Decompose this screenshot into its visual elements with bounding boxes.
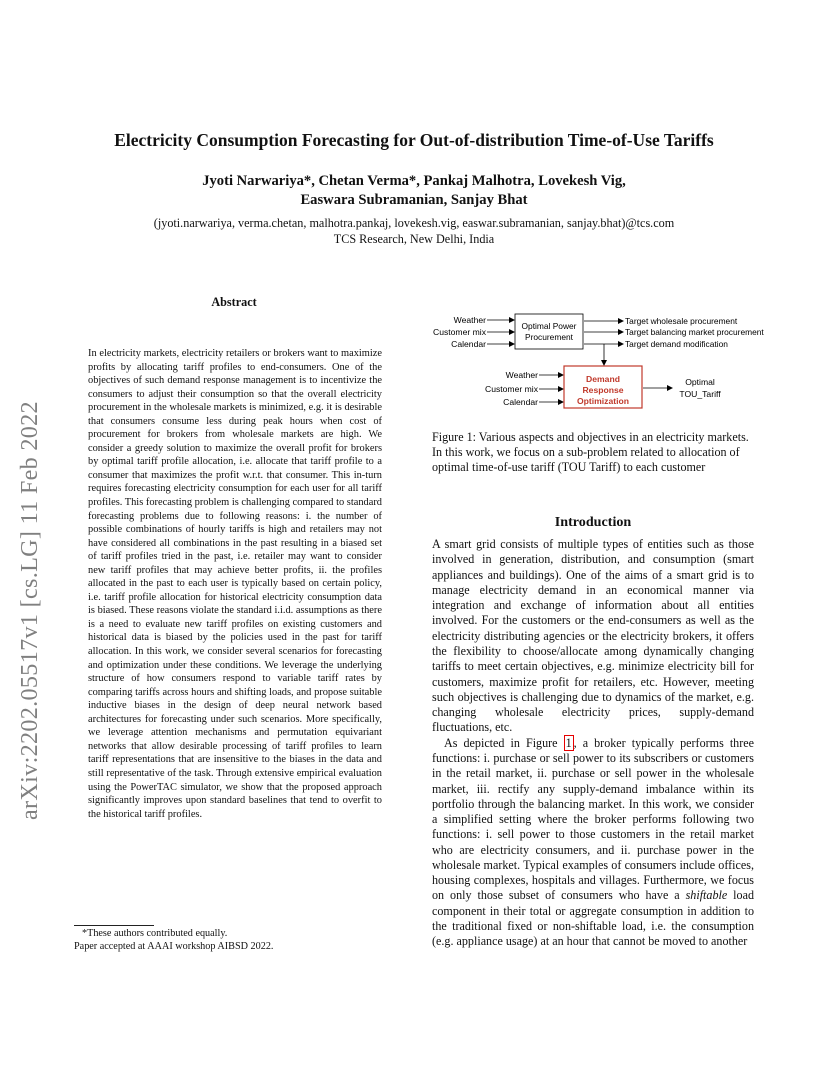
intro-p2-start: As depicted in Figure: [444, 735, 564, 750]
bottom-input-calendar: Calendar: [503, 397, 538, 407]
arxiv-identifier: arXiv:2202.05517v1 [cs.LG] 11 Feb 2022: [16, 401, 43, 820]
bottom-input-customer-mix: Customer mix: [484, 384, 538, 394]
output-wholesale: Target wholesale procurement: [625, 316, 738, 326]
top-box-line-1: Optimal Power: [521, 321, 577, 331]
introduction-heading: Introduction: [554, 514, 632, 530]
output-demand-modification: Target demand modification: [625, 339, 728, 349]
top-input-calendar: Calendar: [451, 339, 486, 349]
bottom-output-line-1: Optimal: [685, 377, 715, 387]
footnote-rule: [74, 925, 154, 926]
affiliation-block: [0, 216, 828, 247]
author-emails: (jyoti.narwariya, verma.chetan, malhotra.pankaj, lovekesh.vig, easwar.subramanian, sanjay.bhat)@tcs.com: [153, 216, 675, 230]
top-input-weather: Weather: [453, 315, 486, 325]
figure-reference-link[interactable]: 1: [565, 735, 572, 750]
footnotes: [74, 928, 394, 953]
paper-title: Electricity Consumption Forecasting for Out-of-distribution Time-of-Use Tariffs: [114, 130, 714, 150]
output-balancing: Target balancing market procurement: [625, 327, 764, 337]
authors-line-1: Jyoti Narwariya*, Chetan Verma*, Pankaj Malhotra, Lovekesh Vig,: [202, 173, 626, 189]
intro-paragraph-1: A smart grid consists of multiple types of entities such as those involved in generation, distribution, and consumption (smart appliances and buildings). One of the aims of a smart grid is to manage electricity demand in an economical manner via integration and exchange of information about all entities involved. For the customers or the end-consumers as well as the electricity distributing agencies or the electricity brokers, it offers the flexibility to choose/allocate among dynamically changing tariffs to meet certain objectives, e.g. minimize electricity bill for customers, maximize profit for retailers, etc. However, meeting such objectives is challenging due to dynamics of the market, e.g. changing wholesale electricity prices, supply-demand fluctuations, etc.: [432, 537, 754, 735]
abstract-text: In electricity markets, electricity retailers or brokers want to maximize profits by allocating tariff profiles to end-consumers. One of the objectives of such demand response management is to incentivize the consumers to adjust their consumption so that the overall electricity procurement in the wholesale markets is minimized, e.g. it is desirable that consumers consume less during peak hours when cost of procurement for brokers from wholesale markets are high. We consider a greedy solution to maximize the overall profit for brokers by optimal tariff profile allocation, i.e. allocate that tariff profile to a consumer that maximizes the profit w.r.t. that consumer. This in-turn requires forecasting electricity consumption for each user for all tariff profiles. This forecasting problem is challenging compared to standard forecasting problems due to following reasons: i. the number of possible combinations of hourly tariffs is high and retailers may not have considered all combinations in the past resulting in a biased set of tariff profiles tried in the past, i.e. retailer may want to consider new tariff profiles that may achieve better profits, ii. the profiles allocated in the past to each user is typically based on certain policy, i.e. tariff profile allocation for historical electricity consumption data is biased. These reasons violate the standard i.i.d. assumptions as there is a need to evaluate new tariff profiles on existing customers and historical data is biased by the policies used in the past for tariff allocation. In this work, we consider several scenarios for forecasting and optimization under these conditions. We leverage the underlying structure of how consumers respond to variable tariff rates by comparing tariffs across hours and shifting loads, and propose suitable inductive biases in the design of deep neural network based architectures for forecasting under such scenarios. More specifically, we leverage attention mechanisms and permutation equivariant networks that allow desirable processing of tariff profiles to learn tariff representations that are insensitive to the biases in the data and still representative of the task. Through extensive empirical evaluation using the PowerTAC simulator, we show that the proposed approach significantly improves upon standard baselines that tend to overfit to the historical tariff profiles.: [88, 348, 382, 820]
bottom-output-line-2: TOU_Tariff: [679, 389, 721, 399]
intro-p2-middle: , a broker typically performs three functions: i. purchase or sell power to its subscribers or customers in the retail market, ii. purchase or sell power in the wholesale market, iii. rectify any supply-demand imbalance within its portfolio through the balancing market. In this work, we consider a simplified setting where the broker performs following two functions: i. sell power to those customers in the retail market who are electricity consumers, and ii. purchase power in the wholesale market. Typical examples of consumers include offices, housing complexes, hospitals and villages. Furthermore, we focus on only those subset of consumers who have a: [432, 735, 754, 903]
intro-p2-end: load component in their total or aggregate consumption in addition to the traditional fixed or non-shiftable load, i.e. the consumption (e.g. appliance usage) at an hour that cannot be moved to another: [432, 888, 754, 949]
intro-paragraph-2: [432, 736, 754, 950]
footnote-equal-contribution: *These authors contributed equally.: [82, 928, 228, 939]
bottom-input-weather: Weather: [505, 370, 538, 380]
intro-p2-italic: shiftable: [685, 888, 728, 903]
bottom-box-line-3: Optimization: [576, 396, 630, 406]
top-input-customer-mix: Customer mix: [432, 327, 486, 337]
footnote-acceptance: Paper accepted at AAAI workshop AIBSD 2022.: [74, 940, 274, 952]
abstract-heading: Abstract: [211, 295, 257, 309]
bottom-box-line-2: Response: [582, 385, 624, 395]
author-list: [0, 172, 828, 210]
affiliation: TCS Research, New Delhi, India: [333, 231, 495, 246]
introduction-text: [432, 537, 754, 950]
figure-1-diagram: [426, 309, 776, 414]
top-box-line-2: Procurement: [525, 332, 573, 342]
figure-1-caption: Figure 1: Various aspects and objectives in an electricity markets. In this work, we focus on a sub-problem related to allocation of optimal time-of-use tariff (TOU Tariff) to each customer: [432, 430, 749, 475]
authors-line-2: Easwara Subramanian, Sanjay Bhat: [300, 192, 528, 208]
bottom-box-line-1: Demand: [586, 374, 620, 384]
